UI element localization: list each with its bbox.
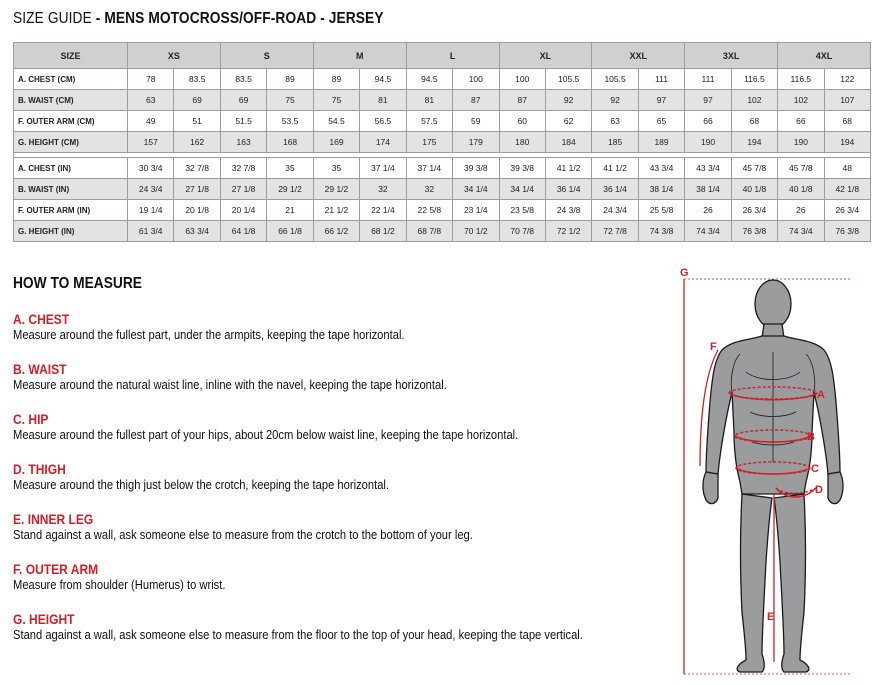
letter-d: D xyxy=(815,484,823,496)
measure-description: Measure around the fullest part, under the armpits, keeping the tape horizontal. xyxy=(13,327,405,342)
table-cell: 185 xyxy=(592,132,638,153)
letter-b: B xyxy=(807,431,815,443)
table-cell: 24 3/4 xyxy=(592,200,638,221)
row-label: A. CHEST (CM) xyxy=(14,69,128,90)
table-cell: 83.5 xyxy=(220,69,266,90)
table-row xyxy=(14,158,871,179)
measure-chest xyxy=(13,311,673,343)
table-cell: 105.5 xyxy=(592,69,638,90)
how-to-measure-title: HOW TO MEASURE xyxy=(13,275,142,292)
table-cell: 189 xyxy=(638,132,684,153)
table-cell: 36 1/4 xyxy=(545,179,591,200)
table-cell: 63 3/4 xyxy=(174,221,220,242)
table-cell: 190 xyxy=(685,132,731,153)
table-cell: 29 1/2 xyxy=(267,179,313,200)
body-figure-illustration xyxy=(670,262,870,682)
table-cell: 21 xyxy=(267,200,313,221)
table-cell: 72 7/8 xyxy=(592,221,638,242)
table-cell: 27 1/8 xyxy=(220,179,266,200)
table-cell: 32 xyxy=(360,179,406,200)
measure-thigh xyxy=(13,461,673,493)
table-cell: 70 7/8 xyxy=(499,221,545,242)
table-cell: 35 xyxy=(313,158,359,179)
table-cell: 75 xyxy=(313,90,359,111)
table-cell: 78 xyxy=(128,69,174,90)
table-cell: 37 1/4 xyxy=(360,158,406,179)
table-cell: 64 1/8 xyxy=(220,221,266,242)
measure-waist xyxy=(13,361,673,393)
row-label: F. OUTER ARM (CM) xyxy=(14,111,128,132)
letter-f: F xyxy=(710,341,717,353)
measure-heading: E. INNER LEG xyxy=(13,511,94,527)
table-cell: 68 xyxy=(731,111,777,132)
table-cell: 32 xyxy=(406,179,452,200)
table-cell: 122 xyxy=(824,69,870,90)
letter-g: G xyxy=(680,267,689,279)
size-table xyxy=(13,42,871,242)
table-cell: 56.5 xyxy=(360,111,406,132)
table-cell: 63 xyxy=(592,111,638,132)
measure-description: Measure around the thigh just below the crotch, keeping the tape horizontal. xyxy=(13,477,390,492)
table-cell: 87 xyxy=(453,90,499,111)
table-cell: 175 xyxy=(406,132,452,153)
measure-description: Stand against a wall, ask someone else to measure from the floor to the top of your head, keeping the tape vertical. xyxy=(13,627,583,642)
table-cell: 94.5 xyxy=(360,69,406,90)
table-cell: 34 1/4 xyxy=(453,179,499,200)
table-cell: 19 1/4 xyxy=(128,200,174,221)
measure-description: Measure around the fullest part of your hips, about 20cm below waist line, keeping the tape horizontal. xyxy=(13,427,519,442)
row-label: A. CHEST (IN) xyxy=(14,158,128,179)
table-cell: 26 3/4 xyxy=(824,200,870,221)
table-cell: 184 xyxy=(545,132,591,153)
measure-heading: B. WAIST xyxy=(13,361,67,377)
table-cell: 23 5/8 xyxy=(499,200,545,221)
table-cell: 54.5 xyxy=(313,111,359,132)
table-cell: 40 1/8 xyxy=(731,179,777,200)
table-cell: 89 xyxy=(267,69,313,90)
table-cell: 92 xyxy=(592,90,638,111)
table-cell: 89 xyxy=(313,69,359,90)
table-cell: 41 1/2 xyxy=(545,158,591,179)
measure-description: Stand against a wall, ask someone else to measure from the crotch to the bottom of your leg. xyxy=(13,527,473,542)
table-cell: 194 xyxy=(824,132,870,153)
table-cell: 29 1/2 xyxy=(313,179,359,200)
size-header-3xl: 3XL xyxy=(685,43,778,69)
table-cell: 74 3/4 xyxy=(685,221,731,242)
letter-e: E xyxy=(767,611,775,623)
table-cell: 20 1/4 xyxy=(220,200,266,221)
table-cell: 179 xyxy=(453,132,499,153)
table-cell: 26 xyxy=(778,200,824,221)
measure-hip xyxy=(13,411,673,443)
table-cell: 42 1/8 xyxy=(824,179,870,200)
table-cell: 74 3/4 xyxy=(778,221,824,242)
table-row xyxy=(14,179,871,200)
table-cell: 92 xyxy=(545,90,591,111)
table-cell: 66 xyxy=(685,111,731,132)
table-cell: 26 xyxy=(685,200,731,221)
measure-description: Measure from shoulder (Humerus) to wrist. xyxy=(13,577,226,592)
measure-height xyxy=(13,611,673,643)
table-cell: 57.5 xyxy=(406,111,452,132)
size-header-l: L xyxy=(406,43,499,69)
table-cell: 68 xyxy=(824,111,870,132)
table-cell: 60 xyxy=(499,111,545,132)
table-cell: 22 1/4 xyxy=(360,200,406,221)
table-cell: 41 1/2 xyxy=(592,158,638,179)
table-cell: 105.5 xyxy=(545,69,591,90)
table-cell: 51 xyxy=(174,111,220,132)
measure-heading: F. OUTER ARM xyxy=(13,561,99,577)
table-cell: 20 1/8 xyxy=(174,200,220,221)
table-cell: 72 1/2 xyxy=(545,221,591,242)
table-cell: 63 xyxy=(128,90,174,111)
size-header-xxl: XXL xyxy=(592,43,685,69)
table-cell: 163 xyxy=(220,132,266,153)
table-cell: 116.5 xyxy=(778,69,824,90)
table-cell: 66 xyxy=(778,111,824,132)
table-cell: 194 xyxy=(731,132,777,153)
table-cell: 68 1/2 xyxy=(360,221,406,242)
table-cell: 43 3/4 xyxy=(685,158,731,179)
table-cell: 23 1/4 xyxy=(453,200,499,221)
table-cell: 62 xyxy=(545,111,591,132)
table-cell: 35 xyxy=(267,158,313,179)
table-cell: 100 xyxy=(499,69,545,90)
table-cell: 102 xyxy=(778,90,824,111)
table-cell: 116.5 xyxy=(731,69,777,90)
size-column-header: SIZE xyxy=(14,43,128,69)
table-cell: 76 3/8 xyxy=(731,221,777,242)
title-light: SIZE GUIDE xyxy=(13,10,92,27)
table-cell: 49 xyxy=(128,111,174,132)
row-label: G. HEIGHT (IN) xyxy=(14,221,128,242)
table-cell: 39 3/8 xyxy=(499,158,545,179)
measure-heading: C. HIP xyxy=(13,411,49,427)
table-cell: 34 1/4 xyxy=(499,179,545,200)
table-cell: 43 3/4 xyxy=(638,158,684,179)
size-header-xl: XL xyxy=(499,43,592,69)
table-cell: 59 xyxy=(453,111,499,132)
table-cell: 157 xyxy=(128,132,174,153)
table-cell: 76 3/8 xyxy=(824,221,870,242)
table-cell: 45 7/8 xyxy=(731,158,777,179)
table-cell: 81 xyxy=(360,90,406,111)
table-cell: 97 xyxy=(638,90,684,111)
measure-heading: G. HEIGHT xyxy=(13,611,75,627)
table-cell: 168 xyxy=(267,132,313,153)
table-row xyxy=(14,69,871,90)
table-cell: 190 xyxy=(778,132,824,153)
letter-c: C xyxy=(811,463,819,475)
table-cell: 102 xyxy=(731,90,777,111)
size-header-m: M xyxy=(313,43,406,69)
table-cell: 69 xyxy=(220,90,266,111)
page-title xyxy=(13,10,384,28)
table-cell: 100 xyxy=(453,69,499,90)
table-cell: 174 xyxy=(360,132,406,153)
table-cell: 97 xyxy=(685,90,731,111)
table-cell: 40 1/8 xyxy=(778,179,824,200)
table-cell: 38 1/4 xyxy=(638,179,684,200)
table-cell: 24 3/8 xyxy=(545,200,591,221)
table-cell: 21 1/2 xyxy=(313,200,359,221)
table-row xyxy=(14,200,871,221)
row-label: B. WAIST (IN) xyxy=(14,179,128,200)
table-cell: 107 xyxy=(824,90,870,111)
table-cell: 39 3/8 xyxy=(453,158,499,179)
table-row xyxy=(14,132,871,153)
measure-outer-arm xyxy=(13,561,673,593)
table-cell: 68 7/8 xyxy=(406,221,452,242)
table-cell: 32 7/8 xyxy=(220,158,266,179)
letter-a: A xyxy=(817,389,825,401)
table-row xyxy=(14,111,871,132)
measure-heading: A. CHEST xyxy=(13,311,70,327)
table-cell: 61 3/4 xyxy=(128,221,174,242)
measure-inner-leg xyxy=(13,511,673,543)
table-cell: 25 5/8 xyxy=(638,200,684,221)
table-cell: 66 1/2 xyxy=(313,221,359,242)
table-cell: 53.5 xyxy=(267,111,313,132)
table-cell: 48 xyxy=(824,158,870,179)
table-cell: 36 1/4 xyxy=(592,179,638,200)
table-cell: 81 xyxy=(406,90,452,111)
measure-heading: D. THIGH xyxy=(13,461,66,477)
table-cell: 32 7/8 xyxy=(174,158,220,179)
size-header-4xl: 4XL xyxy=(778,43,871,69)
title-bold: - MENS MOTOCROSS/OFF-ROAD - JERSEY xyxy=(91,10,384,27)
table-cell: 38 1/4 xyxy=(685,179,731,200)
table-cell: 22 5/8 xyxy=(406,200,452,221)
table-cell: 111 xyxy=(638,69,684,90)
table-cell: 65 xyxy=(638,111,684,132)
table-cell: 66 1/8 xyxy=(267,221,313,242)
table-cell: 169 xyxy=(313,132,359,153)
size-header-s: S xyxy=(220,43,313,69)
table-cell: 87 xyxy=(499,90,545,111)
body-measurement-figure xyxy=(670,262,870,682)
table-cell: 74 3/8 xyxy=(638,221,684,242)
table-cell: 94.5 xyxy=(406,69,452,90)
table-cell: 27 1/8 xyxy=(174,179,220,200)
table-cell: 51.5 xyxy=(220,111,266,132)
row-label: F. OUTER ARM (IN) xyxy=(14,200,128,221)
table-cell: 45 7/8 xyxy=(778,158,824,179)
size-header-xs: XS xyxy=(128,43,221,69)
table-cell: 24 3/4 xyxy=(128,179,174,200)
table-cell: 83.5 xyxy=(174,69,220,90)
measure-description: Measure around the natural waist line, inline with the navel, keeping the tape horizontal. xyxy=(13,377,447,392)
table-cell: 30 3/4 xyxy=(128,158,174,179)
table-cell: 26 3/4 xyxy=(731,200,777,221)
row-label: B. WAIST (CM) xyxy=(14,90,128,111)
row-label: G. HEIGHT (CM) xyxy=(14,132,128,153)
table-row xyxy=(14,90,871,111)
table-cell: 69 xyxy=(174,90,220,111)
table-cell: 37 1/4 xyxy=(406,158,452,179)
table-cell: 75 xyxy=(267,90,313,111)
table-cell: 180 xyxy=(499,132,545,153)
table-cell: 111 xyxy=(685,69,731,90)
table-cell: 70 1/2 xyxy=(453,221,499,242)
table-cell: 162 xyxy=(174,132,220,153)
table-row xyxy=(14,221,871,242)
size-header-row xyxy=(14,43,871,69)
